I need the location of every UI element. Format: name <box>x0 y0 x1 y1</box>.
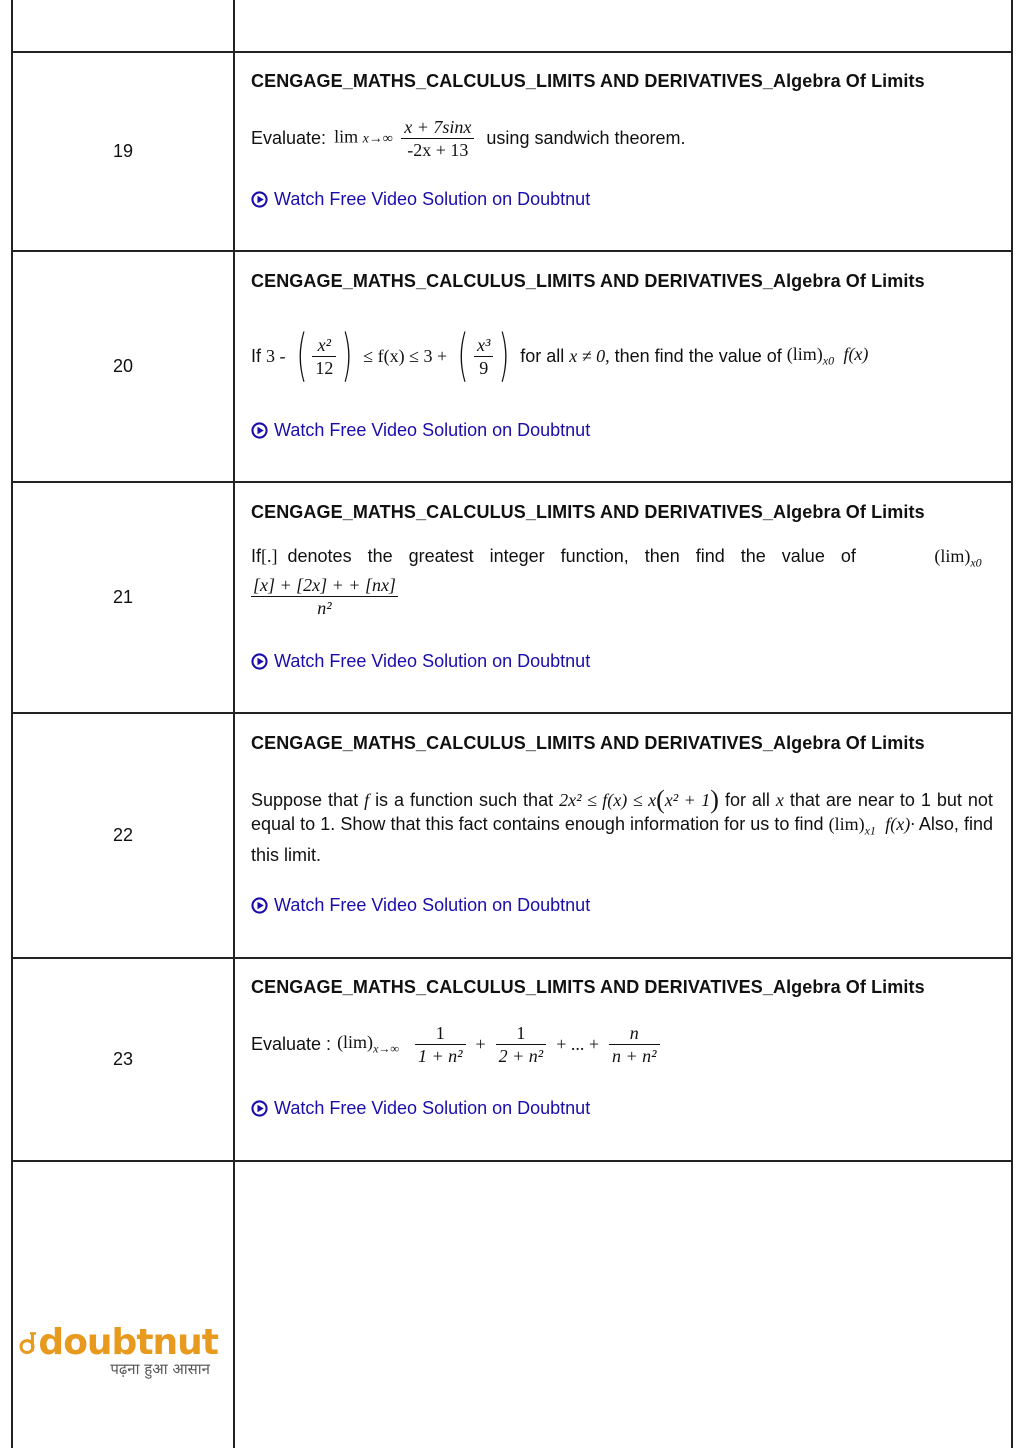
denominator: 9 <box>479 357 489 378</box>
fraction <box>401 116 474 161</box>
denominator: n + n² <box>612 1046 657 1066</box>
numerator: x + 7sinx <box>401 116 474 139</box>
math-expression: x² + 1 <box>664 790 711 810</box>
lim-symbol: lim <box>334 126 359 147</box>
fraction <box>251 574 398 619</box>
numerator: n <box>609 1022 660 1045</box>
math-expression <box>334 116 478 161</box>
question-number: 21 <box>112 587 134 607</box>
watch-video-link[interactable] <box>251 895 991 916</box>
fraction <box>474 334 493 379</box>
function-expr: f(x) <box>843 343 869 364</box>
lim-subscript: x1⃗ <box>864 823 886 838</box>
lim-symbol: (lim) <box>337 1032 374 1053</box>
question-body: Suppose that f is a function such that 2x² ≤ f(x) ≤ x(x² + 1) for all x that are near to 1 but not equal to 1. Show that this fact contains enough information for us to find $(\lim)_{x1⃗}f(x)\cdot$ Also, find this limit. <box>251 785 993 865</box>
row-divider <box>13 1160 1011 1162</box>
column-divider <box>233 0 235 1448</box>
denominator: 12 <box>315 357 334 378</box>
question-number: 23 <box>112 1049 134 1069</box>
lim-subscript: x→∞ <box>362 131 393 147</box>
numerator: 1 <box>496 1022 547 1045</box>
question-text: then find the value of <box>614 345 782 366</box>
play-circle-icon <box>251 653 268 670</box>
question-body <box>251 546 991 571</box>
question-text: Suppose that <box>251 790 359 810</box>
question-fraction <box>251 574 991 619</box>
limit-expression <box>337 1032 399 1057</box>
lim-symbol: (lim) <box>934 546 971 566</box>
question-text-justified <box>288 546 925 571</box>
question-body: Evaluate : $(\lim)_{x\to\infty}$ $\frac{1}{\text{1 + n²}}$ + $\frac{1}{\text{2 + n²}}$ + ... + $\frac{n}{\text{n + n²}}$ <box>251 1022 991 1067</box>
question-text: that are near to 1 but not equal to 1. Show that this fact contains enough information for us to find <box>251 790 993 834</box>
numerator: [x] + [2x] + + [nx] <box>253 575 396 595</box>
lim-subscript: x0⃗ <box>970 555 991 570</box>
denominator: 2 + n² <box>498 1046 544 1066</box>
question-text: for all <box>724 790 770 810</box>
watch-video-label[interactable]: Watch Free Video Solution on Doubtnut <box>274 420 591 440</box>
watch-video-label[interactable]: Watch Free Video Solution on Doubtnut <box>274 651 591 671</box>
watch-video-link[interactable] <box>251 651 991 672</box>
question-title: CENGAGE_MATHS_CALCULUS_LIMITS AND DERIVATIVES_Algebra Of Limits <box>251 271 925 291</box>
question-number: 20 <box>112 356 134 376</box>
numerator: x³ <box>474 334 493 357</box>
denominator: 1 + n² <box>417 1046 463 1066</box>
denominator: -2x + 13 <box>407 140 469 160</box>
question-text: Evaluate: <box>251 128 327 148</box>
watch-video-label[interactable]: Watch Free Video Solution on Doubtnut <box>274 1098 591 1118</box>
watch-video-label[interactable]: Watch Free Video Solution on Doubtnut <box>274 189 591 209</box>
question-title: CENGAGE_MATHS_CALCULUS_LIMITS AND DERIVATIVES_Algebra Of Limits <box>251 977 925 997</box>
fraction <box>415 1022 466 1067</box>
play-circle-icon <box>251 191 268 208</box>
parenthesized-fraction: ( $\frac{\text{x³}}{9}$ ) <box>457 323 510 388</box>
denominator: n² <box>317 598 332 618</box>
question-table <box>11 0 1013 1448</box>
limit-expression <box>828 814 915 838</box>
question-text: for all <box>520 345 565 366</box>
question-text: If <box>251 546 262 566</box>
question-text: using sandwich theorem. <box>486 128 686 148</box>
question-number: 22 <box>112 825 134 845</box>
doubtnut-d-icon <box>18 1323 38 1363</box>
numerator: x² <box>312 334 336 357</box>
row-divider <box>13 957 1011 959</box>
lim-subscript: x→∞ <box>373 1041 399 1056</box>
fraction <box>609 1022 660 1067</box>
question-text: is a function such that <box>375 790 554 810</box>
row-divider <box>13 712 1011 714</box>
math-expression: ≤ f(x) ≤ 3 + <box>363 345 448 366</box>
logo-tagline: पढ़ना हुआ आसान <box>110 1360 210 1378</box>
row-divider <box>13 481 1011 483</box>
row-divider <box>13 51 1011 53</box>
doubtnut-logo <box>18 1322 218 1379</box>
question-text: If <box>251 345 262 366</box>
lim-symbol: (lim) <box>828 814 865 834</box>
question-text: Evaluate : <box>251 1034 332 1054</box>
fraction <box>496 1022 547 1067</box>
question-title: CENGAGE_MATHS_CALCULUS_LIMITS AND DERIVATIVES_Algebra Of Limits <box>251 733 925 753</box>
play-circle-icon <box>251 897 268 914</box>
limit-expression <box>787 344 869 369</box>
math-expression: f <box>364 790 370 810</box>
limit-expression <box>934 546 991 571</box>
question-body <box>251 116 991 161</box>
play-circle-icon <box>251 1100 268 1117</box>
watch-video-link[interactable] <box>251 189 991 210</box>
question-title: CENGAGE_MATHS_CALCULUS_LIMITS AND DERIVATIVES_Algebra Of Limits <box>251 71 925 91</box>
question-number: 19 <box>112 141 134 161</box>
math-expression: 3 - <box>266 345 286 366</box>
question-title: CENGAGE_MATHS_CALCULUS_LIMITS AND DERIVATIVES_Algebra Of Limits <box>251 502 925 522</box>
parenthesized-fraction: ( $\frac{\text{x²}}{12}$ ) <box>295 323 353 388</box>
numerator: 1 <box>415 1022 466 1045</box>
math-expression: [.] <box>261 546 278 566</box>
question-text: denotes the greatest integer function, then find the value of <box>287 546 856 566</box>
lim-symbol: (lim) <box>786 343 823 364</box>
lim-subscript: x0⃗ <box>822 353 844 368</box>
math-expression: x <box>775 790 784 810</box>
function-expr: f(x)· <box>885 814 915 834</box>
math-expression: x ≠ 0, <box>569 345 610 366</box>
fraction <box>312 334 336 379</box>
math-expression: 2x² ≤ f(x) ≤ x <box>559 790 657 810</box>
question-body <box>251 323 991 388</box>
watch-video-link[interactable] <box>251 420 991 441</box>
logo-wordmark: doubtnut <box>38 1322 218 1363</box>
play-circle-icon <box>251 422 268 439</box>
math-expression: + ... + <box>556 1034 600 1054</box>
watch-video-link[interactable] <box>251 1098 991 1119</box>
question-text: Also, find this limit. <box>251 814 993 865</box>
watch-video-label[interactable]: Watch Free Video Solution on Doubtnut <box>274 895 591 915</box>
row-divider <box>13 250 1011 252</box>
